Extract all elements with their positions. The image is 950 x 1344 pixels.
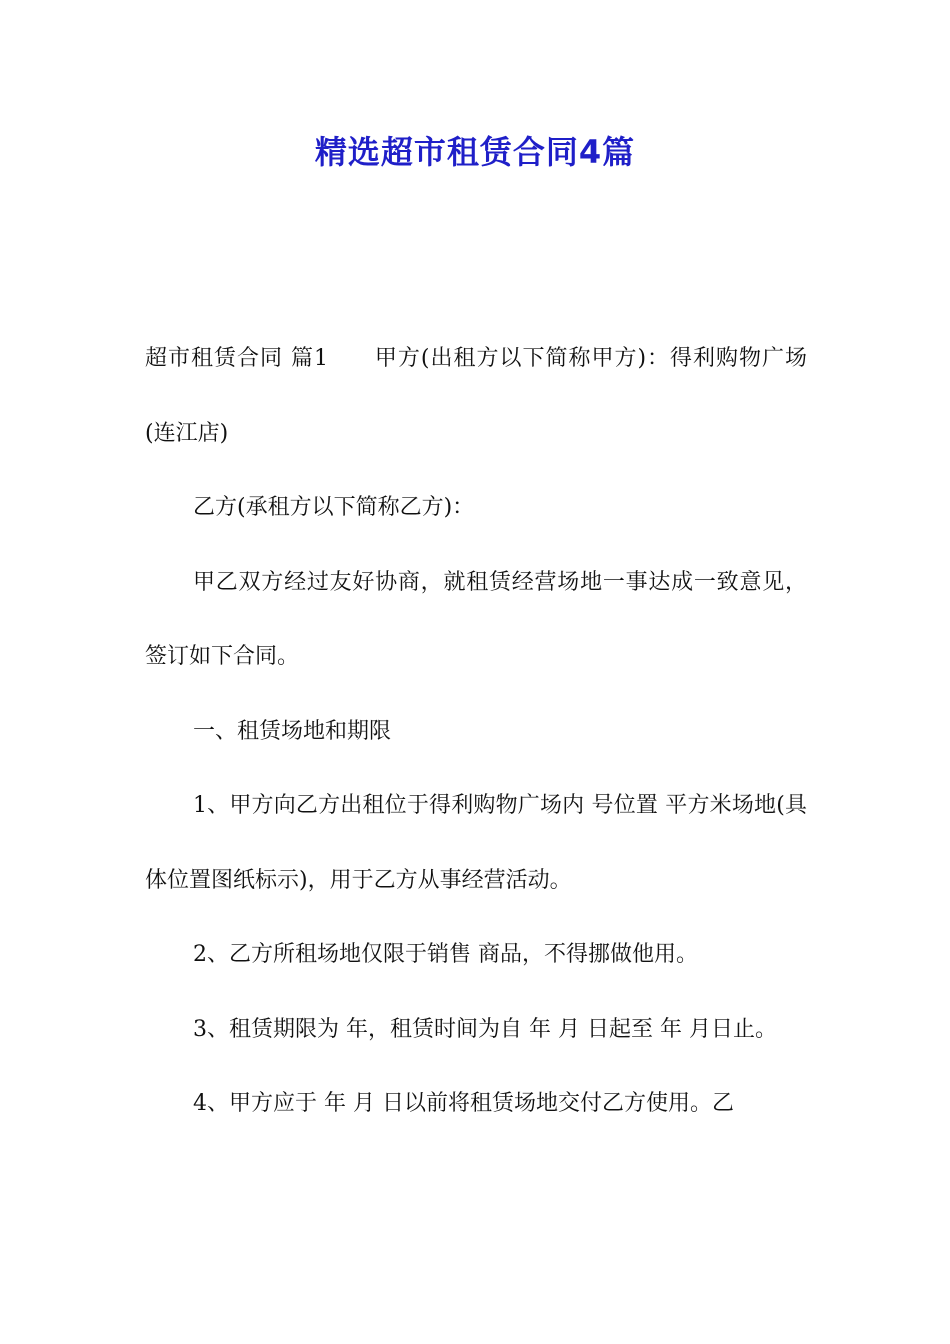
paragraph-4: 一、租赁场地和期限 (193, 718, 392, 744)
document-title: 精选超市租赁合同4篇 (314, 133, 636, 171)
paragraph-8: 4、甲方应于 年 月 日以前将租赁场地交付乙方使用。乙 (193, 1091, 734, 1116)
paragraph-1: 超市租赁合同 篇1 甲方(出租方以下简称甲方)：得利购物广场(连江店) (145, 346, 807, 446)
paragraph-5: 1、甲方向乙方出租位于得利购物广场内 号位置 平方米场地(具体位置图纸标示)，用于乙方从事经营活动。 (145, 793, 807, 893)
paragraph-2: 乙方(承租方以下简称乙方)： (193, 495, 475, 520)
paragraph-7: 3、租赁期限为 年，租赁时间为自 年 月 日起至 年 月日止。 (193, 1016, 777, 1042)
document-body (145, 322, 807, 1142)
paragraph-6: 2、乙方所租场地仅限于销售 商品，不得挪做他用。 (193, 942, 698, 967)
paragraph-3: 甲乙双方经过友好协商，就租赁经营场地一事达成一致意见，签订如下合同。 (145, 569, 807, 669)
